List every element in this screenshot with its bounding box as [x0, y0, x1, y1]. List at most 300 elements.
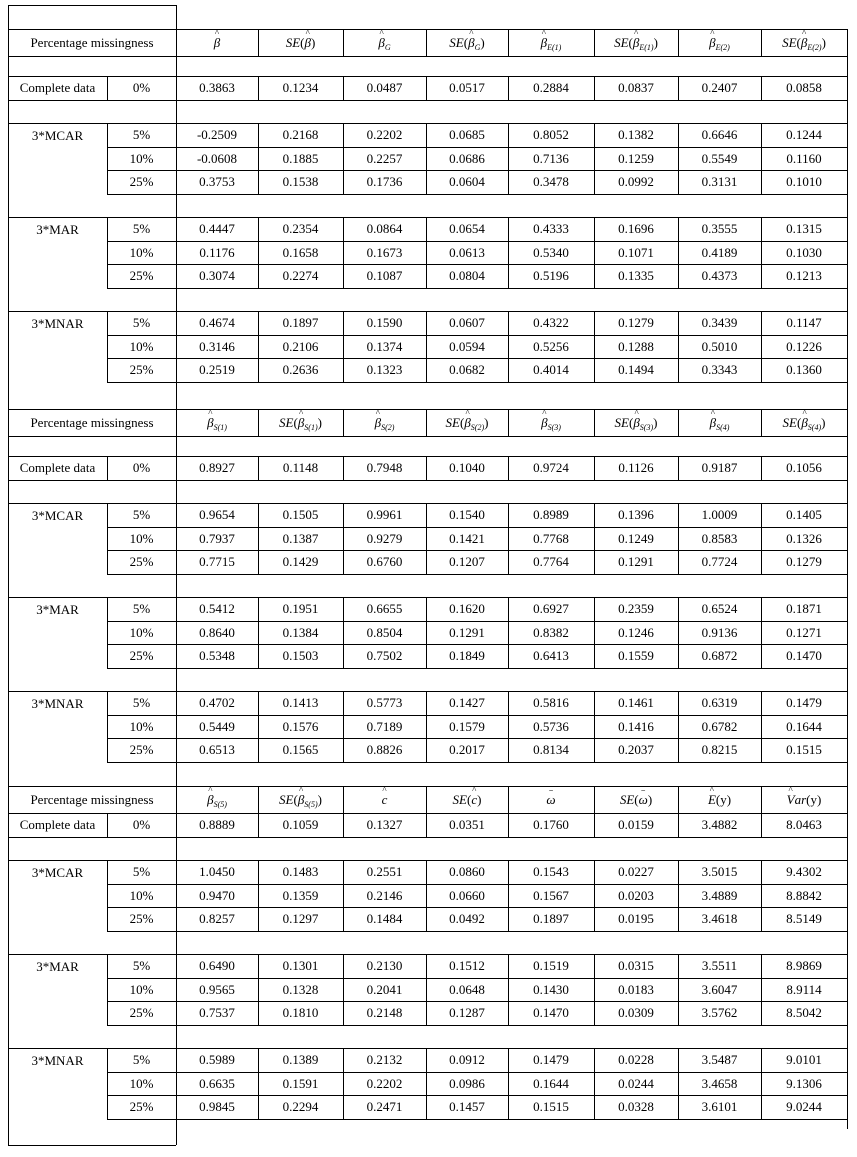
column-border — [343, 597, 344, 668]
value-cell: 0.0315 — [618, 958, 654, 974]
value-cell: 0.1515 — [786, 742, 822, 758]
mechanism-label: 3*MCAR — [31, 508, 84, 523]
value-cell: 0.1505 — [282, 507, 319, 523]
column-border — [678, 311, 679, 382]
value-cell: 8.9114 — [786, 981, 822, 997]
column-border — [426, 29, 427, 56]
value-cell: 0.8052 — [533, 127, 569, 143]
column-border — [343, 860, 344, 931]
value-cell: 0.1565 — [282, 742, 319, 758]
value-cell: 0.2202 — [366, 1075, 403, 1091]
column-header — [176, 409, 258, 436]
percentage-cell: 5% — [132, 864, 151, 880]
value-cell: 0.9724 — [533, 460, 569, 476]
estimator-subscript: S(1) — [213, 423, 227, 432]
percentage-cell: 10% — [129, 887, 154, 903]
value-cell: 0.5736 — [533, 718, 569, 734]
column-border — [761, 691, 762, 762]
column-border — [258, 860, 259, 931]
value-cell: 0.1010 — [786, 174, 822, 190]
value-cell: 0.9187 — [701, 460, 738, 476]
value-cell: 3.6047 — [701, 981, 738, 997]
value-cell: 0.6655 — [366, 601, 403, 617]
column-border — [678, 813, 679, 837]
column-border — [594, 786, 595, 813]
percentage-cell: 10% — [129, 530, 154, 546]
value-cell: 0.6490 — [199, 958, 235, 974]
estimator-symbol: ^ β — [207, 793, 213, 806]
value-cell: 0.2257 — [366, 150, 403, 166]
column-border — [258, 409, 259, 436]
estimator-symbol: ⌢ ω — [639, 793, 648, 806]
value-cell: 0.1736 — [366, 174, 403, 190]
column-header — [258, 409, 343, 436]
value-cell: 0.4674 — [199, 315, 235, 331]
column-header-formula — [374, 415, 395, 432]
value-cell: 0.1323 — [366, 362, 403, 378]
estimator-subscript: S(2) — [381, 423, 395, 432]
column-border — [508, 860, 509, 931]
value-cell: 0.1591 — [282, 1075, 319, 1091]
column-header — [508, 29, 594, 56]
value-cell: 0.2146 — [366, 887, 403, 903]
percentage-cell: 10% — [129, 150, 154, 166]
value-cell: 0.1246 — [618, 624, 654, 640]
estimator-subscript: E(2) — [807, 43, 822, 52]
group-divider — [107, 860, 108, 931]
column-border — [761, 1048, 762, 1119]
percentage-cell: 5% — [132, 1052, 151, 1068]
value-cell: 0.1885 — [282, 150, 319, 166]
value-cell: 0.2354 — [282, 221, 319, 237]
mechanism-label: 3*MAR — [36, 222, 79, 237]
value-cell: 0.1810 — [282, 1005, 319, 1021]
estimator-subscript: G — [384, 43, 391, 52]
value-cell: 0.8583 — [701, 530, 738, 546]
mechanism-label: 3*MNAR — [31, 696, 84, 711]
column-border — [678, 29, 679, 56]
value-cell: 1.0009 — [701, 507, 738, 523]
column-header — [678, 409, 761, 436]
value-cell: 0.0858 — [786, 80, 822, 96]
column-header — [258, 29, 343, 56]
column-header-formula — [708, 793, 731, 806]
column-border — [678, 691, 679, 762]
column-border — [594, 311, 595, 382]
percentage-cell: 5% — [132, 601, 151, 617]
percentage-cell: 25% — [129, 554, 154, 570]
column-border — [761, 786, 762, 813]
value-cell: 0.7768 — [533, 530, 569, 546]
column-border — [761, 409, 762, 436]
row-border — [107, 1025, 847, 1026]
value-cell: 0.2274 — [282, 268, 319, 284]
column-border — [761, 123, 762, 194]
value-cell: 0.8889 — [199, 817, 235, 833]
percentage-cell: 25% — [129, 1099, 154, 1115]
column-border — [594, 691, 595, 762]
value-cell: 0.0660 — [449, 887, 485, 903]
value-cell: 0.1389 — [282, 1052, 319, 1068]
column-border — [761, 503, 762, 574]
estimator-symbol: ^ β — [464, 416, 470, 429]
value-cell: 0.1374 — [366, 338, 403, 354]
value-cell: 0.6927 — [533, 601, 569, 617]
column-header — [508, 409, 594, 436]
value-cell: 3.5511 — [701, 958, 738, 974]
value-cell: 0.1515 — [533, 1099, 569, 1115]
estimator-subscript: E(1) — [547, 43, 562, 52]
percentage-cell: 25% — [129, 174, 154, 190]
percentage-cell: 10% — [129, 718, 154, 734]
complete-data-label: Complete data — [19, 80, 96, 96]
percentage-cell: 25% — [129, 742, 154, 758]
column-border — [258, 217, 259, 288]
estimator-symbol: ^ β — [468, 36, 474, 49]
value-cell: 0.1360 — [786, 362, 822, 378]
value-cell: 0.2106 — [282, 338, 319, 354]
percentage-cell: 5% — [132, 958, 151, 974]
column-header — [343, 29, 426, 56]
column-border — [678, 76, 679, 100]
column-border — [678, 123, 679, 194]
value-cell: 0.1271 — [786, 624, 822, 640]
value-cell: 0.3074 — [199, 268, 235, 284]
header-label: Percentage missingness — [30, 35, 154, 50]
estimator-argument: (y) — [806, 792, 822, 807]
value-cell: 0.0227 — [618, 864, 654, 880]
value-cell: 0.8640 — [199, 624, 235, 640]
value-cell: 0.2130 — [366, 958, 403, 974]
column-border — [678, 1048, 679, 1119]
column-border — [508, 311, 509, 382]
value-cell: 0.3478 — [533, 174, 569, 190]
value-cell: 0.3343 — [701, 362, 738, 378]
column-border — [343, 786, 344, 813]
column-header — [678, 29, 761, 56]
column-border — [594, 123, 595, 194]
value-cell: 0.2132 — [366, 1052, 403, 1068]
value-cell: 0.1176 — [199, 244, 235, 260]
value-cell: 0.1396 — [618, 507, 654, 523]
estimator-subscript: S(4) — [807, 423, 822, 432]
value-cell: 0.1160 — [786, 150, 822, 166]
value-cell: 0.1484 — [366, 911, 403, 927]
value-cell: 0.1315 — [786, 221, 822, 237]
estimator-symbol: ⌢ ω — [546, 793, 555, 806]
value-cell: 0.6635 — [199, 1075, 235, 1091]
value-cell: 0.2471 — [366, 1099, 403, 1115]
value-cell: 0.1226 — [786, 338, 822, 354]
percentage-cell: 5% — [132, 695, 151, 711]
value-cell: 0.1259 — [618, 150, 654, 166]
value-cell: 0.1328 — [282, 981, 319, 997]
percentage-cell: 5% — [132, 315, 151, 331]
column-border — [258, 813, 259, 837]
column-border — [761, 456, 762, 480]
column-header — [176, 786, 258, 813]
value-cell: 0.0328 — [618, 1099, 654, 1115]
row-border — [8, 100, 847, 101]
column-header-formula — [378, 35, 391, 52]
value-cell: 0.6413 — [533, 648, 569, 664]
value-cell: 0.5989 — [199, 1052, 235, 1068]
column-border — [594, 860, 595, 931]
column-border — [678, 786, 679, 813]
column-border — [508, 217, 509, 288]
value-cell: 0.7764 — [533, 554, 569, 570]
row-border — [8, 837, 847, 838]
value-cell: 3.4618 — [701, 911, 738, 927]
value-cell: 0.8257 — [199, 911, 235, 927]
column-border — [258, 786, 259, 813]
estimator-symbol: ^ β — [710, 416, 716, 429]
value-cell: 8.9869 — [786, 958, 822, 974]
value-cell: 0.7937 — [199, 530, 235, 546]
value-cell: 0.1059 — [282, 817, 319, 833]
column-border — [343, 691, 344, 762]
value-cell: 0.9961 — [366, 507, 403, 523]
mechanism-label: 3*MCAR — [31, 865, 84, 880]
value-cell: 0.1071 — [618, 244, 654, 260]
value-cell: 0.7136 — [533, 150, 569, 166]
group-divider — [107, 954, 108, 1025]
table-bottom-border — [8, 1145, 176, 1146]
column-header — [343, 786, 426, 813]
value-cell: 0.2202 — [366, 127, 403, 143]
value-cell: 3.5015 — [701, 864, 738, 880]
estimator-subscript: S(2) — [470, 423, 485, 432]
value-cell: 9.0244 — [786, 1099, 822, 1115]
column-border — [258, 456, 259, 480]
value-cell: 0.8826 — [366, 742, 403, 758]
estimator-argument: (y) — [715, 792, 732, 807]
column-header-formula: SE(^ $\beta_{E(2)}$) — [782, 36, 826, 49]
value-cell: 0.1576 — [282, 718, 319, 734]
column-border — [761, 29, 762, 56]
value-cell: 0.1871 — [786, 601, 822, 617]
column-border — [258, 29, 259, 56]
column-header-formula — [207, 792, 227, 809]
column-border — [594, 217, 595, 288]
value-cell: 0.6319 — [701, 695, 738, 711]
column-header — [594, 29, 678, 56]
table-right-border — [847, 29, 848, 409]
estimator-subscript: S(4) — [716, 423, 730, 432]
value-cell: 0.4447 — [199, 221, 235, 237]
value-cell: 0.1249 — [618, 530, 654, 546]
value-cell: 0.0159 — [618, 817, 654, 833]
value-cell: -0.0608 — [196, 150, 238, 166]
value-cell: 0.8215 — [701, 742, 738, 758]
value-cell: 0.1291 — [449, 624, 485, 640]
value-cell: 0.0309 — [618, 1005, 654, 1021]
column-border — [508, 597, 509, 668]
row-border — [107, 668, 847, 669]
percentage-cell: 25% — [129, 648, 154, 664]
column-border — [343, 503, 344, 574]
estimator-symbol: ^ β — [541, 36, 547, 49]
column-header — [426, 786, 508, 813]
value-cell: 0.0654 — [449, 221, 485, 237]
row-border — [107, 574, 847, 575]
estimator-subscript: S(5) — [304, 800, 318, 809]
value-cell: 0.1287 — [449, 1005, 485, 1021]
value-cell: 0.0682 — [449, 362, 485, 378]
value-cell: 0.1326 — [786, 530, 822, 546]
group-divider — [107, 503, 108, 574]
value-cell: 0.6760 — [366, 554, 403, 570]
value-cell: 0.1030 — [786, 244, 822, 260]
value-cell: 0.1494 — [618, 362, 654, 378]
value-cell: 3.4658 — [701, 1075, 738, 1091]
column-border — [343, 29, 344, 56]
value-cell: 0.4373 — [701, 268, 738, 284]
value-cell: 0.1040 — [449, 460, 485, 476]
value-cell: 0.3753 — [199, 174, 235, 190]
table-right-border — [847, 409, 848, 786]
column-border — [508, 786, 509, 813]
column-border — [761, 76, 762, 100]
column-border — [426, 76, 427, 100]
value-cell: 0.3555 — [701, 221, 738, 237]
value-cell: 0.2884 — [533, 80, 569, 96]
column-border — [594, 597, 595, 668]
estimator-symbol: ^ β — [298, 793, 304, 806]
value-cell: 0.5256 — [533, 338, 569, 354]
column-border — [761, 311, 762, 382]
value-cell: 0.1421 — [449, 530, 485, 546]
value-cell: 0.1479 — [533, 1052, 569, 1068]
column-header — [508, 786, 594, 813]
value-cell: 0.5196 — [533, 268, 569, 284]
column-border — [343, 76, 344, 100]
column-border — [594, 76, 595, 100]
estimator-subscript: S(3) — [639, 423, 654, 432]
estimator-subscript: S(3) — [547, 423, 561, 432]
value-cell: 0.9654 — [199, 507, 235, 523]
column-border — [258, 311, 259, 382]
percentage-cell: 25% — [129, 1005, 154, 1021]
column-border — [107, 456, 108, 480]
column-border — [258, 691, 259, 762]
value-cell: 0.2519 — [199, 362, 235, 378]
column-header-formula — [541, 415, 561, 432]
estimator-subscript: E(1) — [639, 43, 654, 52]
column-header-formula: SE(^ $\beta_{S(5)}$) — [279, 793, 322, 806]
column-border — [508, 123, 509, 194]
column-border — [594, 954, 595, 1025]
group-divider — [107, 311, 108, 382]
value-cell: 0.1301 — [282, 958, 319, 974]
value-cell: 0.8134 — [533, 742, 569, 758]
column-border — [761, 954, 762, 1025]
column-border — [508, 691, 509, 762]
group-divider — [107, 691, 108, 762]
column-border — [343, 456, 344, 480]
value-cell: 0.0594 — [449, 338, 485, 354]
value-cell: 0.1387 — [282, 530, 319, 546]
estimator-subscript: S(1) — [304, 423, 318, 432]
column-header-formula — [787, 793, 822, 806]
value-cell: 0.2017 — [449, 742, 485, 758]
value-cell: 8.5042 — [786, 1005, 822, 1021]
value-cell: 0.5348 — [199, 648, 235, 664]
header-bottom-border — [8, 56, 847, 57]
value-cell: 0.1479 — [786, 695, 822, 711]
column-border — [594, 409, 595, 436]
value-cell: 0.1416 — [618, 718, 654, 734]
column-border — [343, 1048, 344, 1119]
value-cell: 0.3863 — [199, 80, 235, 96]
value-cell: 0.9845 — [199, 1099, 235, 1115]
value-cell: 0.1430 — [533, 981, 569, 997]
value-cell: 0.9279 — [366, 530, 403, 546]
column-border — [761, 860, 762, 931]
column-border — [594, 456, 595, 480]
column-border — [343, 954, 344, 1025]
column-header-formula — [207, 415, 227, 432]
column-border — [426, 813, 427, 837]
value-cell: 0.1147 — [786, 315, 822, 331]
column-border — [258, 503, 259, 574]
value-cell: 0.1148 — [282, 460, 319, 476]
estimator-subscript: G — [474, 43, 481, 52]
value-cell: 3.4889 — [701, 887, 738, 903]
column-border — [343, 409, 344, 436]
column-header-formula: SE(^ c) — [453, 793, 482, 806]
estimator-symbol: ^ β — [801, 36, 807, 49]
value-cell: 0.0487 — [366, 80, 403, 96]
value-cell: 0.1297 — [282, 911, 319, 927]
value-cell: 0.1951 — [282, 601, 319, 617]
value-cell: 0.5449 — [199, 718, 235, 734]
estimator-symbol: ^ β — [298, 416, 304, 429]
value-cell: 0.5549 — [701, 150, 738, 166]
percentage-cell: 5% — [132, 221, 151, 237]
column-border — [508, 503, 509, 574]
mechanism-label: 3*MNAR — [31, 1053, 84, 1068]
column-border — [426, 217, 427, 288]
value-cell: 0.2148 — [366, 1005, 403, 1021]
value-cell: 0.9470 — [199, 887, 235, 903]
header-bottom-border — [8, 436, 847, 437]
value-cell: 0.1126 — [618, 460, 654, 476]
column-border — [258, 954, 259, 1025]
column-header — [176, 29, 258, 56]
value-cell: 0.1897 — [282, 315, 319, 331]
column-border — [426, 503, 427, 574]
value-cell: 0.2294 — [282, 1099, 319, 1115]
value-cell: 0.0183 — [618, 981, 654, 997]
column-header-formula: SE(⌢ ω) — [620, 793, 652, 806]
value-cell: 0.1244 — [786, 127, 822, 143]
value-cell: 0.1087 — [366, 268, 403, 284]
column-border — [594, 503, 595, 574]
value-cell: 0.1291 — [618, 554, 654, 570]
percentage-cell: 10% — [129, 244, 154, 260]
value-cell: 0.9136 — [701, 624, 738, 640]
percentage-cell: 0% — [132, 80, 151, 96]
value-cell: 0.0992 — [618, 174, 654, 190]
estimator-symbol: ^ V — [787, 793, 795, 806]
column-header-formula: SE(^ $\beta_{E(1)}$) — [614, 36, 658, 49]
column-header-formula — [214, 36, 220, 49]
estimator-symbol: ^ β — [304, 36, 310, 49]
value-cell: 0.6872 — [701, 648, 738, 664]
column-border — [761, 217, 762, 288]
column-header-formula — [709, 415, 730, 432]
